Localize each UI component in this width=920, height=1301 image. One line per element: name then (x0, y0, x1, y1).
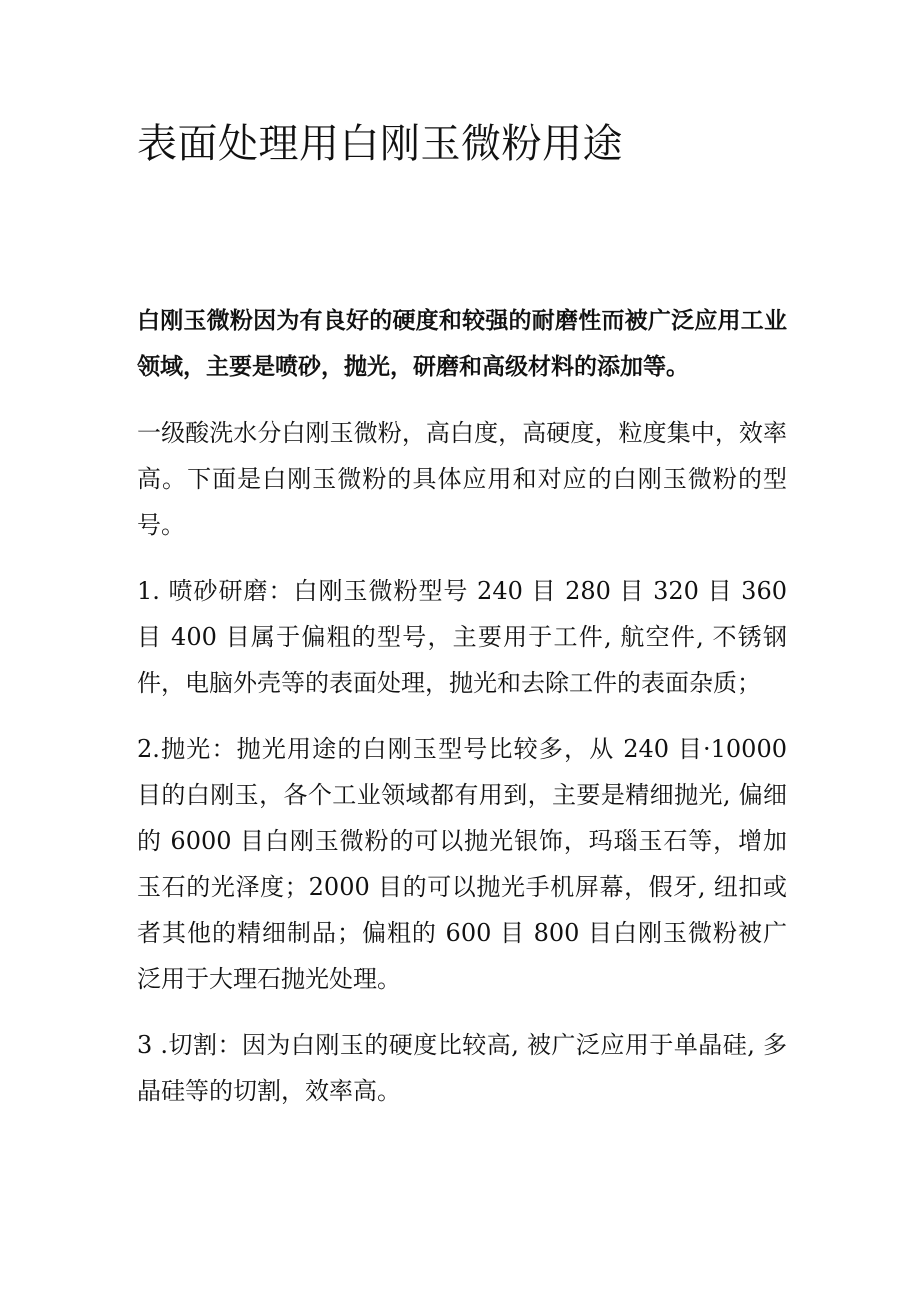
overview-paragraph: 一级酸洗水分白刚玉微粉，高白度，高硬度，粒度集中，效率高。下面是白刚玉微粉的具体应用和对应的白刚玉微粉的型号。 (137, 419, 787, 539)
document-title: 表面处理用白刚玉微粉用途 (137, 121, 623, 167)
intro-paragraph: 白刚玉微粉因为有良好的硬度和较强的耐磨性而被广泛应用工业领域，主要是喷砂，抛光，研磨和高级材料的添加等。 (137, 308, 787, 380)
sandblasting-item: 1. 喷砂研磨：白刚玉微粉型号 240 目 280 目 320 目 360 目 400 目属于偏粗的型号，主要用于工件, 航空件, 不锈钢件，电脑外壳等的表面处理，抛光和去除工件的表面杂质； (137, 577, 787, 697)
document-body (137, 298, 787, 1134)
polishing-item: 2.抛光：抛光用途的白刚玉型号比较多，从 240 目·10000 目的白刚玉，各个工业领域都有用到，主要是精细抛光, 偏细的 6000 目白刚玉微粉的可以抛光银饰，玛瑙玉石等，增加玉石的光泽度；2000 目的可以抛光手机屏幕，假牙, 纽扣或者其他的精细制品；偏粗的 600 目 800 目白刚玉微粉被广泛用于大理石抛光处理。 (137, 735, 787, 993)
cutting-item: 3 .切割：因为白刚玉的硬度比较高, 被广泛应用于单晶硅, 多晶硅等的切割，效率高。 (137, 1031, 787, 1105)
